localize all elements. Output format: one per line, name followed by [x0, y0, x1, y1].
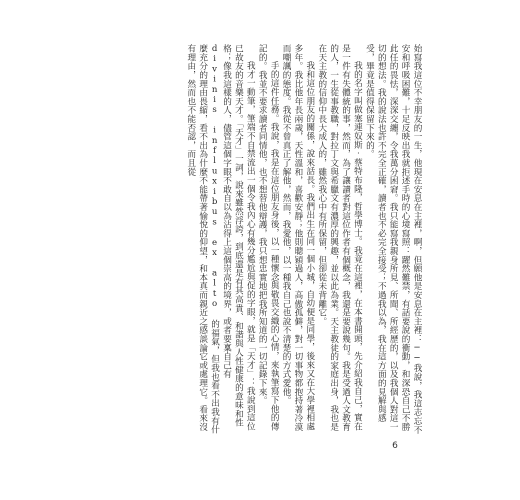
paragraph-1: 始寫我這位不幸朋友的一生，他現在安息在主裡，啊，但願他是安息在主裡：──我說，我這志忘不安和呼吸困難，十足反映出我就拒述手時的心境寫照：躍然難禁，有話要說的衝動，和深恐自己不勝此任的畏怯，深深交纏，令我萬分困窘。我只能寫我親身所見、所聞、所經歷的，以及我個人對這一切的想法。我的說法也許不完全正確，讀者也不必完全接受；不過我以為，我在這方面的見解與感受，畢竟是值得保留下來的。: [364, 44, 422, 434]
page-number: 6: [392, 441, 398, 451]
paragraph-2: 我的名字叫做塞連奴斯‧蔡特布隆，哲學博士。我竟在這裡，在本書開頭，先介紹我自己，實在是一件有失體統的事，然而，為了讓讀者對這位作者有個概念，我還是要說幾句。我是受過人文教育的人，一生從事教職，對拉丁文與希臘文有濃厚的興趣，並以此為業。天主教徒的家庭出身，我也是在天主教的信仰中長大成人的，雖然我心中有所保留，但卻從未背離它。: [316, 44, 363, 432]
paragraph-4: 手的這件任務。我說，我是在這位朋友身後，以一種懷念與敬畏交織的心情，來執筆寫下他的傳記的。我並不要求讀者同情他，也不想替他辯護，我只想忠實地把我所知道的一切記錄下來。: [257, 44, 280, 431]
body-text: [128, 44, 422, 436]
paragraph-5: 我才一動筆，筆端不自禁流出一個令我內心有幾分尷尬與促的字眼，就是「天才」：我說到這位已故友的音樂天才。「天才」一詞，說來雖然浮誇，到底還是有其高貴、和諧與人性健康的意味和性格；像我這樣的人，儘管這個字眼不敢自以為沾得上這個崇高的境界，或者要稟自己有 divinis influxibus ex alto 的福氣，但我也看不出我有什麼充分的理由畏縮，看不出為什麼不能帶著愉悅的仰望，和本真而親近之感談論它或處理它。看來沒有理由，然而也不能否認，而且從: [185, 44, 256, 434]
paragraph-3: 我和這位朋友的關係，說來話長。我們出生在同一個小城，自幼便是同學，後來又在大學裡相處多年。我比他年長兩歲，天性溫和，喜歡安靜；他則聰穎過人，高傲孤僻，對一切事物都抱持著冷漠而嘲諷的態度。我從不曾真正了解他，然而，我愛他，以一種我自己也說不清楚的方式愛他。: [281, 44, 315, 432]
